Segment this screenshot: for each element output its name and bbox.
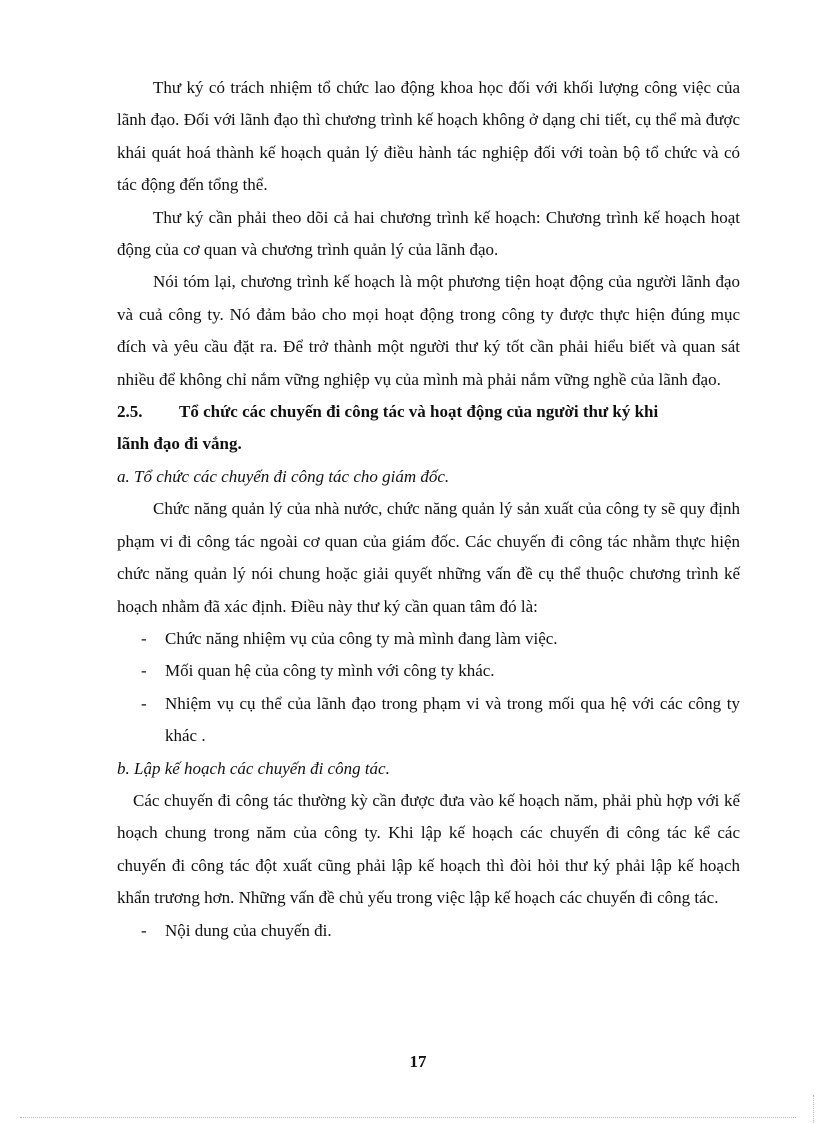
paragraph-secretary-responsibility: Thư ký có trách nhiệm tổ chức lao động khoa học đối với khối lượng công việc của lãnh đạo. Đối với lãnh đạo thì chương trình kế hoạch không ở dạng chi tiết, cụ thể mà được khái quát hoá thành kế hoạch quản lý điều hành tác nghiệp đối với toàn bộ tổ chức và có tác động đến tổng thể. [117,78,740,195]
list-item-text: Nội dung của chuyến đi. [165,920,332,940]
list-item [117,688,740,753]
section-number: 2.5. [117,402,143,422]
subsection-b-bullet-list [117,915,740,947]
list-item [117,915,740,947]
bullet-dash: - [141,628,147,648]
page-content [117,72,740,947]
section-title-line1: Tổ chức các chuyến đi công tác và hoạt động của người thư ký khi [179,402,659,422]
subsection-b-title: b. Lập kế hoạch các chuyến đi công tác. [117,758,390,778]
list-item [117,623,740,655]
bullet-dash: - [141,693,147,713]
page-number: 17 [409,1052,427,1071]
section-heading [117,396,740,428]
footer-divider [20,1117,796,1118]
section-title-line2: lãnh đạo đi vắng. [117,434,242,454]
list-item-text: Mối quan hệ của công ty mình với công ty khác. [165,661,495,681]
subsection-a-bullet-list [117,623,740,753]
paragraph-two-programs: Thư ký cần phải theo dõi cả hai chương trình kế hoạch: Chương trình kế hoạch hoạt động của cơ quan và chương trình quản lý của lãnh đạo. [117,207,740,260]
subsection-b-body: Các chuyến đi công tác thường kỳ cần được đưa vào kế hoạch năm, phải phù hợp với kế hoạch chung trong năm của công ty. Khi lập kế hoạch các chuyến đi công tác kể các chuyến đi công tác đột xuất cũng phải lập kế hoạch thì đòi hỏi thư ký phải lập kế hoạch khẩn trương hơn. Những vấn đề chủ yếu trong việc lập kế hoạch các chuyến đi công tác. [117,790,740,908]
subsection-a-title: a. Tổ chức các chuyến đi công tác cho giám đốc. [117,466,450,486]
subsection-a-body: Chức năng quản lý của nhà nước, chức năng quản lý sản xuất của công ty sẽ quy định phạm vi đi công tác ngoài cơ quan của giám đốc. Các chuyến đi công tác nhằm thực hiện chức năng quản lý nói chung hoặc giải quyết những vấn đề cụ thể thuộc chương trình kế hoạch nhằm đã xác định. Điều này thư ký cần quan tâm đó là: [117,499,740,616]
bullet-dash: - [141,920,147,940]
paragraph-summary: Nói tóm lại, chương trình kế hoạch là một phương tiện hoạt động của người lãnh đạo và cuả công ty. Nó đảm bảo cho mọi hoạt động trong công ty được thực hiện đúng mục đích và yêu cầu đặt ra. Để trở thành một người thư ký tốt cần phải hiểu biết và quan sát nhiều để không chỉ nắm vững nghiệp vụ của mình mà phải nắm vững nghề của lãnh đạo. [117,272,740,389]
list-item-text: Nhiệm vụ cụ thể của lãnh đạo trong phạm vi và trong mối qua hệ với các công ty khác . [165,693,740,746]
list-item-text: Chức năng nhiệm vụ của công ty mà mình đang làm việc. [165,628,558,648]
list-item [117,655,740,687]
bullet-dash: - [141,661,147,681]
margin-guide [813,1095,814,1123]
